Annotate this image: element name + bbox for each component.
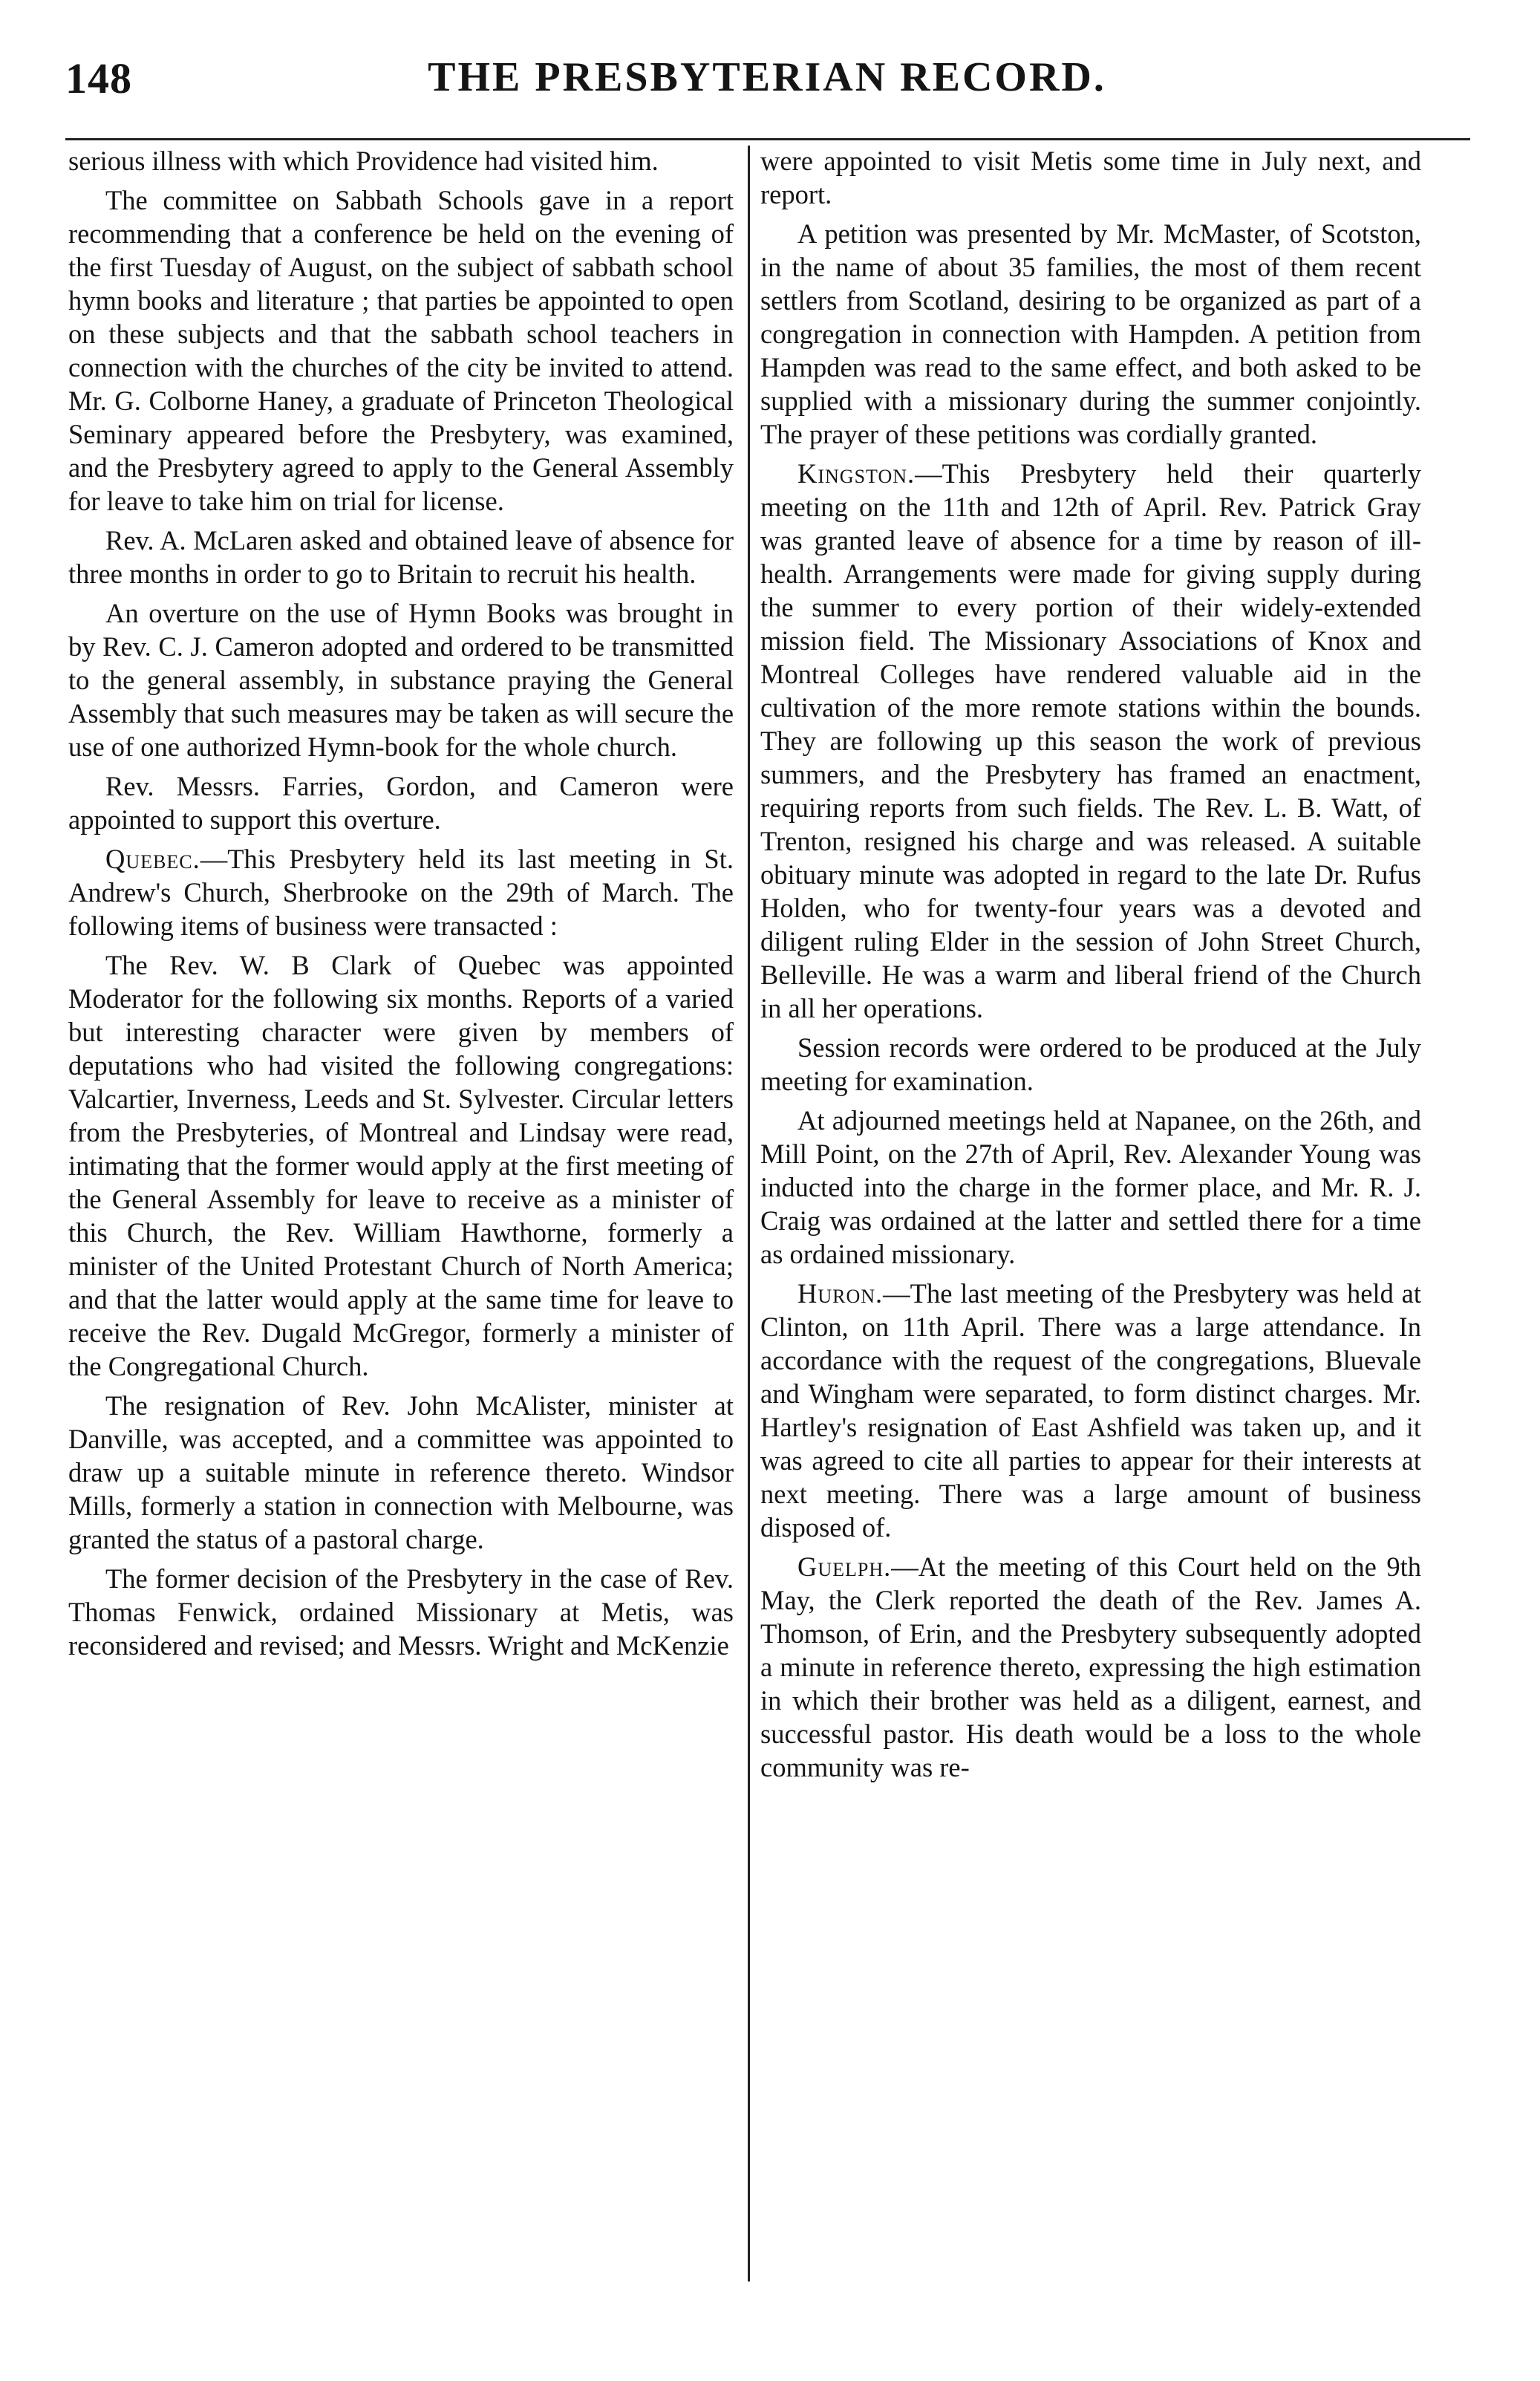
section-heading-kingston: Kingston. — [797, 458, 916, 489]
section-paragraph-quebec: Quebec.—This Presbytery held its last meeting in St. Andrew's Church, Sherbrooke on the 29th of March. The following items of business were transacted : — [68, 844, 734, 941]
section-heading-huron: Huron. — [797, 1278, 884, 1309]
section-heading-guelph: Guelph. — [797, 1551, 892, 1582]
paragraph: At adjourned meetings held at Napanee, on the 26th, and Mill Point, on the 27th of April, Rev. Alexander Young was inducted into the charge in the former place, and Mr. R. J. Craig was ordained at the latter and settled there for a time as ordained missionary. — [760, 1105, 1421, 1269]
left-column — [68, 144, 734, 1668]
paragraph: An overture on the use of Hymn Books was brought in by Rev. C. J. Cameron adopted and ordered to be transmitted to the general assembly, in substance praying the General Assembly that such measures may be taken as will secure the use of one authorized Hymn-book for the whole church. — [68, 598, 734, 762]
paragraph: Session records were ordered to be produced at the July meeting for examination. — [760, 1032, 1421, 1096]
column-divider — [748, 146, 750, 2281]
paragraph: A petition was presented by Mr. McMaster, of Scotston, in the name of about 35 families, the most of them recent settlers from Scotland, desiring to be organized as part of a congregation in connection with Hampden. A petition from Hampden was read to the same effect, and both asked to be supplied with a missionary during the summer conjointly. The prayer of these petitions was cordially granted. — [760, 218, 1421, 449]
paragraph: The committee on Sabbath Schools gave in a report recommending that a conference be held on the evening of the first Tuesday of August, on the subject of sabbath school hymn books and literature ; that parties be appointed to open on these subjects and that the sabbath school teachers in connection with the churches of the city be invited to attend. Mr. G. Colborne Haney, a graduate of Princeton Theological Seminary appeared before the Presbytery, was examined, and the Presbytery agreed to apply to the General Assembly for leave to take him on trial for license. — [68, 185, 734, 516]
section-paragraph-huron: Huron.—The last meeting of the Presbytery was held at Clinton, on 11th April. There was a large attendance. In accordance with the request of the congregations, Bluevale and Wingham were separated, to form distinct charges. Mr. Hartley's resignation of East Ashfield was taken up, and it was agreed to cite all parties to appear for their interests at next meeting. There was a large amount of business disposed of. — [760, 1278, 1421, 1543]
paragraph: The resignation of Rev. John McAlister, minister at Danville, was accepted, and a committee was appointed to draw up a suitable minute in reference thereto. Windsor Mills, formerly a station in connection with Melbourne, was granted the status of a pastoral charge. — [68, 1390, 734, 1554]
paragraph: Rev. Messrs. Farries, Gordon, and Cameron were appointed to support this overture. — [68, 771, 734, 835]
page-number: 148 — [65, 54, 132, 102]
running-title: THE PRESBYTERIAN RECORD. — [428, 54, 1106, 100]
paragraph: serious illness with which Providence had visited him. — [68, 146, 659, 176]
paragraph: were appointed to visit Metis some time in July next, and report. — [760, 146, 1421, 209]
section-paragraph-kingston: Kingston.—This Presbytery held their quarterly meeting on the 11th and 12th of April. Rev. Patrick Gray was granted leave of absence for a time by reason of ill-health. Arrangements were made for giving supply during the summer to every portion of their widely-extended mission field. The Missionary Associations of Knox and Montreal Colleges have rendered valuable aid in the cultivation of the more remote stations within the bounds. They are following up this season the work of previous summers, and the Presbytery has framed an enactment, requiring reports from such fields. The Rev. L. B. Watt, of Trenton, resigned his charge and was released. A suitable obituary minute was adopted in regard to the late Dr. Rufus Holden, who for twenty-four years was a devoted and diligent ruling Elder in the session of John Street Church, Belleville. He was a warm and liberal friend of the Church in all her operations. — [760, 458, 1421, 1023]
page-header — [65, 53, 1469, 113]
paragraph: The former decision of the Presbytery in the case of Rev. Thomas Fenwick, ordained Missionary at Metis, was reconsidered and revised; and Messrs. Wright and McKenzie — [68, 1563, 734, 1661]
section-heading-quebec: Quebec. — [105, 844, 200, 874]
header-rule — [65, 138, 1470, 140]
paragraph: Rev. A. McLaren asked and obtained leave of absence for three months in order to go to Britain to recruit his health. — [68, 525, 734, 589]
right-column — [760, 144, 1421, 1790]
paragraph: The Rev. W. B Clark of Quebec was appointed Moderator for the following six months. Reports of a varied but interesting character were given by members of deputations who had visited the following congregations: Valcartier, Inverness, Leeds and St. Sylvester. Circular letters from the Presbyteries, of Montreal and Lindsay were read, intimating that the former would apply at the first meeting of the General Assembly for leave to receive as a minister of this Church, the Rev. William Hawthorne, formerly a minister of the United Protestant Church of North America; and that the latter would apply at the same time for leave to receive the Rev. Dugald McGregor, formerly a minister of the Congregational Church. — [68, 950, 734, 1381]
section-paragraph-guelph: Guelph.—At the meeting of this Court held on the 9th May, the Clerk reported the death of the Rev. James A. Thomson, of Erin, and the Presbytery subsequently adopted a minute in reference thereto, expressing the high estimation in which their brother was held as a diligent, earnest, and successful pastor. His death would be a loss to the whole community was re- — [760, 1551, 1421, 1782]
